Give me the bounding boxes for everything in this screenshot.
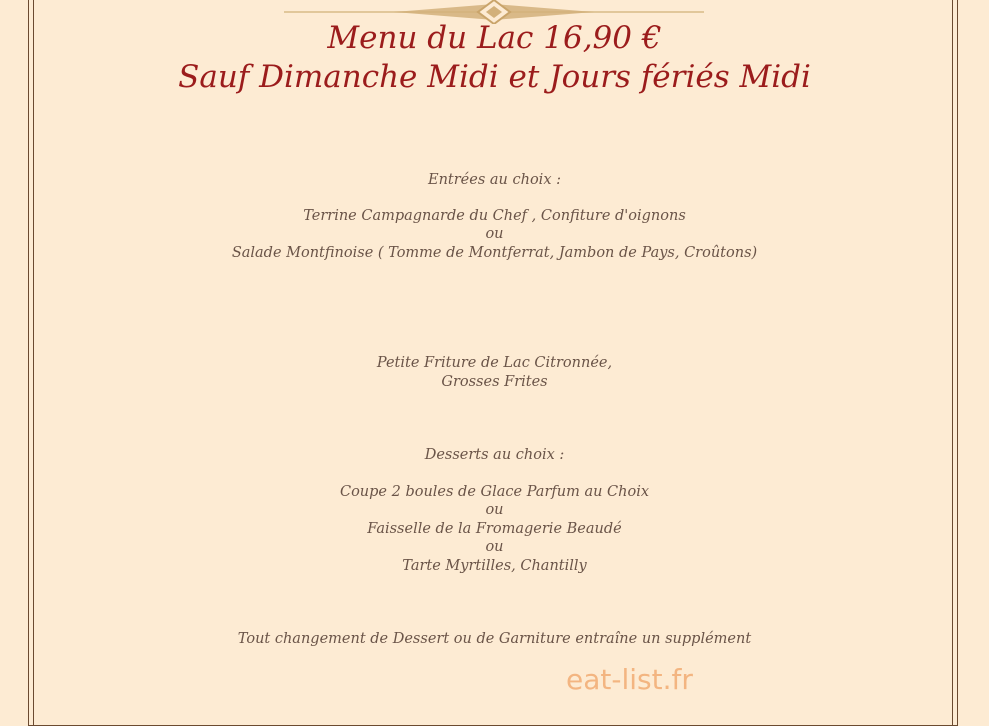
dessert-separator-1: ou <box>485 502 504 518</box>
menu-title: Menu du Lac 16,90 € <box>327 20 662 56</box>
plat-line-1: Petite Friture de Lac Citronnée, <box>376 355 613 371</box>
watermark-text: eat-list.fr <box>566 663 693 696</box>
entrees-heading: Entrées au choix : <box>428 172 561 188</box>
desserts-heading: Desserts au choix : <box>424 447 565 463</box>
dessert-item-3: Tarte Myrtilles, Chantilly <box>402 558 587 574</box>
dessert-item-1: Coupe 2 boules de Glace Parfum au Choix <box>339 484 650 500</box>
dessert-separator-2: ou <box>485 539 504 555</box>
entree-separator: ou <box>485 226 504 242</box>
supplement-note: Tout changement de Dessert ou de Garniture entraîne un supplément <box>237 631 752 647</box>
dessert-item-2: Faisselle de la Fromagerie Beaudé <box>367 521 622 537</box>
plat-line-2: Grosses Frites <box>441 374 548 390</box>
entree-item-1: Terrine Campagnarde du Chef , Confiture d'oignons <box>303 208 686 224</box>
menu-subtitle: Sauf Dimanche Midi et Jours fériés Midi <box>178 59 811 95</box>
entree-item-2: Salade Montfinoise ( Tomme de Montferrat, Jambon de Pays, Croûtons) <box>231 245 758 261</box>
